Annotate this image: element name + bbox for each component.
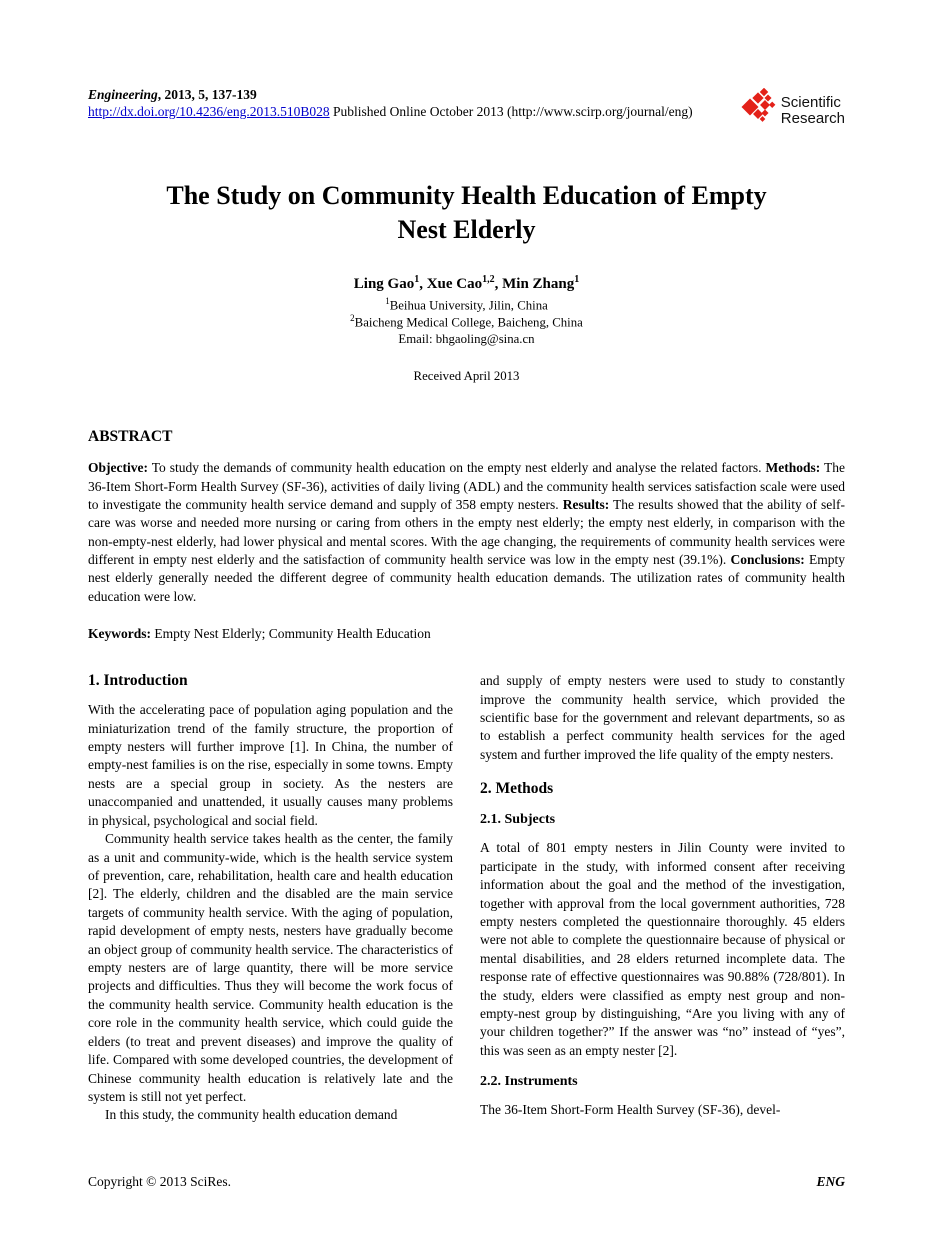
abstract-heading: ABSTRACT: [88, 428, 173, 446]
author-1-affil-sup: 1: [414, 273, 420, 285]
abstract-results-label: Results:: [562, 496, 610, 512]
authors-line: [88, 274, 845, 293]
two-column-body: [88, 672, 845, 1125]
affiliation-1: [88, 296, 845, 314]
author-separator-2: ,: [494, 275, 503, 292]
received-date: Received April 2013: [413, 369, 520, 384]
subjects-paragraph: A total of 801 empty nesters in Jilin County were invited to participate in the study, with informed consent after receiving information about the goal and the method of the investigation, together with approval from the local government authorities, 728 empty nesters completed the questionnaire thoroughly. 45 elders were not able to complete the questionnaire because of physical or mental disabilities, and 28 elders returned incomplete data. The response rate of effective questionnaires was 90.88% (728/801). In the study, elders were classified as empty nest group and non-empty-nest group by distinguishing, “Are you living with any of your children together?” If the answer was “no” instead of “yes”, this was seen as an empty nester [2].: [480, 840, 845, 1058]
left-column: [88, 672, 453, 1125]
abstract-paragraph: [88, 459, 845, 606]
abstract-methods-label: Methods:: [765, 460, 821, 476]
subjects-heading: 2.1. Subjects: [480, 812, 556, 828]
affiliation-2-sup: 2: [350, 313, 355, 324]
right-column: [480, 672, 845, 1125]
author-separator-1: ,: [419, 275, 427, 292]
keywords-line: [88, 626, 845, 642]
abstract-conclusions-label: Conclusions:: [730, 552, 805, 568]
paper-title: The Study on Community Health Education of Empty Nest Elderly: [166, 181, 767, 244]
abstract-results-text: The results showed that the ability of self-care was worse and needed more nursing or caring from others in the empty nest elderly; the empty nest elderly, in comparison with the non-empty-nest elderly, had lower physical and mental scores. With the age changing, the requirements of community health services were different in empty nest elderly and the satisfaction of community health service was low in the empty nest (39.1%).: [88, 496, 846, 568]
journal-citation-rest: , 2013, 5, 137-139: [157, 87, 257, 102]
introduction-paragraph-1: With the accelerating pace of population aging population and the miniaturization trend of the family structure, the proportion of empty nesters will further improve [1]. In China, the number of empty-nest families is on the rise, especially in some towns. Empty nests are a special group in society. As the nesters are unaccompanied and unattended, it usually causes many problems in physical, psychological and social field.: [88, 702, 453, 828]
journal-name: Engineering: [88, 87, 158, 102]
published-online-text: Published Online October 2013 (http://www.scirp.org/journal/eng): [329, 104, 693, 120]
keywords-label: Keywords:: [88, 626, 151, 642]
author-1: Ling Gao: [353, 275, 415, 292]
instruments-paragraph: The 36-Item Short-Form Health Survey (SF-36), devel-: [480, 1102, 781, 1118]
abstract-objective-label: Objective:: [88, 460, 148, 476]
affiliations-block: [88, 296, 845, 348]
author-2-affil-sup: 1,2: [482, 273, 495, 285]
keywords-text: Empty Nest Elderly; Community Health Education: [151, 626, 431, 642]
page-footer: [88, 1174, 845, 1190]
methods-heading: 2. Methods: [480, 780, 554, 798]
scires-diamonds-icon: [741, 88, 777, 133]
affiliation-1-text: Beihua University, Jilin, China: [389, 297, 548, 312]
introduction-continuation-paragraph: and supply of empty nesters were used to study to constantly improve the community health service, which provided the scientific base for the government and relevant departments, so as to establish a perfect community health services for the aged system and further improved the life quality of the empty nesters.: [480, 673, 845, 762]
author-3: Min Zhang: [502, 275, 575, 292]
introduction-paragraph-2: Community health service takes health as the center, the family as a unit and community-wide, which is the health service system of prevention, care, rehabilitation, health care and health education [2]. The elderly, children and the disabled are the main service targets of community health service. With the aging of population, rapid development of empty nests, nesters have gradually become an object group of community health service. The characteristics of empty nesters are of large quantity, there will be more service projects and difficulties. Thus they will become the work focus of the community health service. Community health education is the core role in the community health service, which could guide the elders (to treat and prevent diseases) and improve the quality of life. Compared with some developed countries, the development of Chinese community health education is relatively late and the system is still not yet perfect.: [88, 831, 453, 1104]
introduction-heading: 1. Introduction: [88, 672, 188, 690]
abstract-objective-text: To study the demands of community health education on the empty nest elderly and analyse the related factors.: [147, 460, 766, 476]
doi-line: [88, 104, 693, 120]
doi-link[interactable]: http://dx.doi.org/10.4236/eng.2013.510B028: [88, 104, 330, 120]
affiliation-2-text: Baicheng Medical College, Baicheng, China: [354, 315, 583, 330]
email-line: Email: bhgaoling@sina.cn: [398, 331, 535, 346]
affiliation-2: [88, 313, 845, 331]
logo-text-line1: Scientific: [780, 93, 841, 111]
logo-text-line2: Research: [780, 109, 845, 127]
introduction-paragraph-3: In this study, the community health education demand: [105, 1107, 398, 1123]
affiliation-1-sup: 1: [385, 295, 390, 306]
author-3-affil-sup: 1: [574, 273, 580, 285]
author-2: Xue Cao: [426, 275, 483, 292]
journal-citation: [88, 86, 693, 104]
journal-citation-block: [88, 86, 693, 120]
page-header: [88, 86, 845, 133]
copyright-text: Copyright © 2013 SciRes.: [88, 1174, 232, 1189]
scires-logo-text: [781, 95, 845, 127]
scires-logo: [741, 88, 845, 133]
journal-code: ENG: [816, 1174, 845, 1189]
abstract-conclusions-text: Empty nest elderly generally needed the different degree of community health education demands. The utilization rates of community health education were low.: [88, 552, 845, 604]
instruments-heading: 2.2. Instruments: [480, 1074, 578, 1090]
abstract-methods-text: The 36-Item Short-Form Health Survey (SF-36), activities of daily living (ADL) and the community health services satisfaction scale were used to investigate the community health service demand and supply of 358 empty nesters.: [88, 460, 845, 512]
